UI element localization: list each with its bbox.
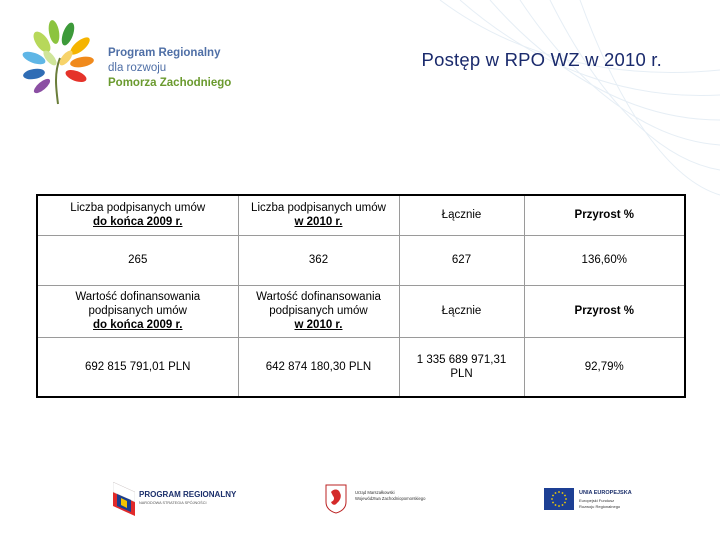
header-period: w 2010 r. <box>294 319 343 331</box>
header-period: w 2010 r. <box>294 216 343 229</box>
table-row <box>37 235 685 285</box>
leaves-logo-icon <box>20 18 100 108</box>
header-funding-2010 <box>238 285 399 337</box>
logo-line2: dla rozwoju <box>108 62 167 74</box>
eu-line2: Rozwoju Regionalnego <box>579 504 621 509</box>
eu-flag-icon <box>544 488 574 510</box>
header-contracts-2010 <box>238 195 399 235</box>
header-total: Łącznie <box>399 195 524 235</box>
cell-contracts-2009: 265 <box>37 235 238 285</box>
table-row <box>37 285 685 337</box>
progress-table <box>36 194 686 398</box>
header-growth: Przyrost % <box>524 195 685 235</box>
cell-funding-2009: 692 815 791,01 PLN <box>37 337 238 397</box>
header-funding-total: Łącznie <box>399 285 524 337</box>
cell-contracts-2010: 362 <box>238 235 399 285</box>
cell-funding-2010: 642 874 180,30 PLN <box>238 337 399 397</box>
program-regionalny-subtitle: NARODOWA STRATEGIA SPÓJNOŚCI <box>139 501 207 505</box>
header-label: Wartość dofinansowania podpisanych umów <box>75 291 201 317</box>
table-row <box>37 337 685 397</box>
program-regionalny-flag-icon <box>113 482 135 516</box>
urzad-marszalkowski-logo <box>325 478 465 522</box>
eu-line1: Europejski Fundusz <box>579 498 615 503</box>
program-logo <box>20 18 240 108</box>
header-period: do końca 2009 r. <box>93 216 183 229</box>
urzad-line2: Województwa Zachodniopomorskiego <box>355 496 426 501</box>
slide-title: Postęp w RPO WZ w 2010 r. <box>421 49 662 70</box>
eu-title: UNIA EUROPEJSKA <box>579 490 632 496</box>
logo-line3: Pomorza Zachodniego <box>108 77 232 89</box>
decorative-sweep-lines <box>400 0 720 200</box>
header-label: Liczba podpisanych umów <box>70 202 206 215</box>
logo-line1: Program Regionalny <box>108 47 221 59</box>
header-period: do końca 2009 r. <box>93 319 183 331</box>
cell-contracts-total: 627 <box>399 235 524 285</box>
header-contracts-2009 <box>37 195 238 235</box>
header-funding-2009 <box>37 285 238 337</box>
table-row <box>37 195 685 235</box>
eu-logo <box>544 478 644 522</box>
cell-funding-growth: 92,79% <box>524 337 685 397</box>
header-label: Liczba podpisanych umów <box>251 202 386 215</box>
cell-funding-total: 1 335 689 971,31 PLN <box>399 337 524 397</box>
griffin-crest-icon <box>325 484 347 514</box>
cell-contracts-growth: 136,60% <box>524 235 685 285</box>
header-funding-growth: Przyrost % <box>524 285 685 337</box>
urzad-line1: Urząd Marszałkowski <box>355 490 395 495</box>
header-label: Wartość dofinansowania podpisanych umów <box>256 291 381 317</box>
program-regionalny-title: PROGRAM REGIONALNY <box>139 490 237 499</box>
program-regionalny-logo <box>113 478 243 522</box>
